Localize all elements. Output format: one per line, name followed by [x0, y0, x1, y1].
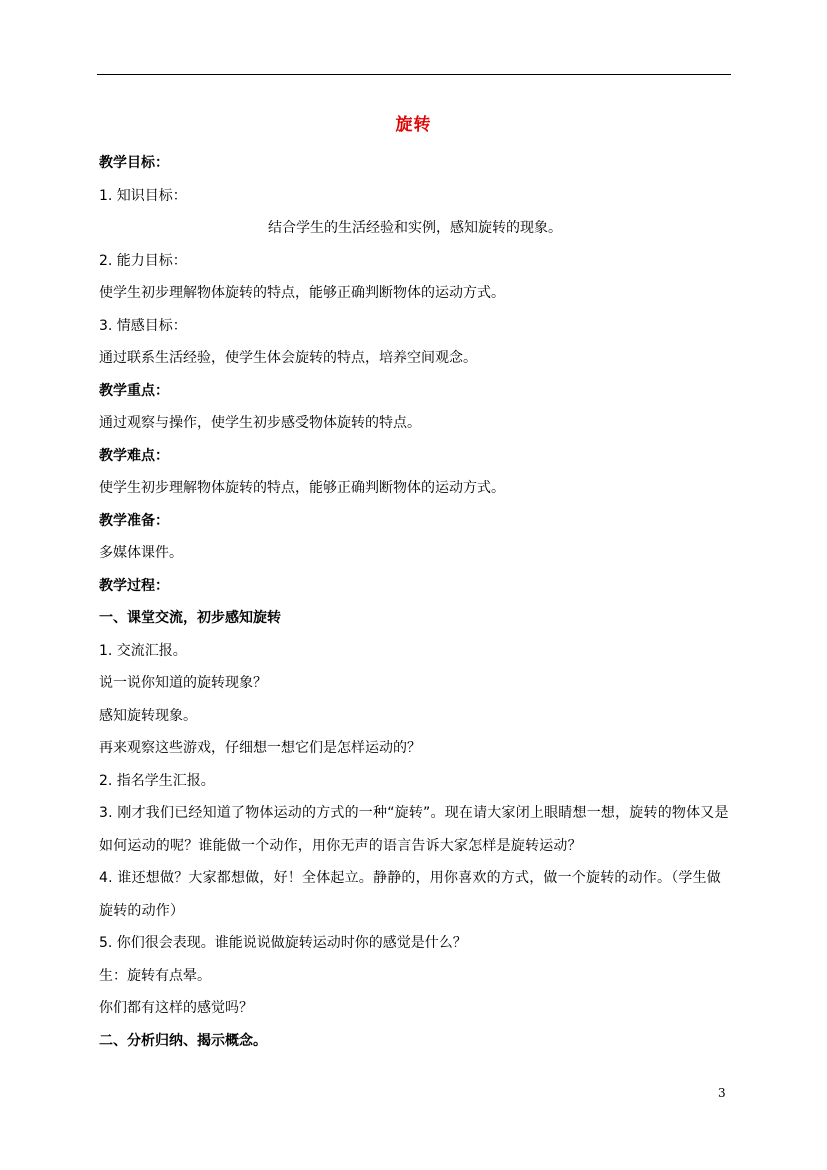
document-title: 旋转	[395, 115, 432, 135]
key-point-text: 通过观察与操作，使学生初步感受物体旋转的特点。	[99, 415, 421, 431]
objectives-heading: 教学目标：	[99, 155, 169, 171]
step5: 5. 你们很会表现。谁能说说做旋转运动时你的感觉是什么？	[99, 935, 467, 951]
page-number: 3	[718, 1086, 726, 1100]
step4: 4. 谁还想做？大家都想做，好！全体起立。静静的，用你喜欢的方式，做一个旋转的动作。（学生做旋转的动作）	[99, 870, 722, 919]
process-heading: 教学过程：	[99, 577, 169, 594]
emotion-text: 通过联系生活经验，使学生体会旋转的特点，培养空间观念。	[99, 350, 477, 366]
ability-text: 使学生初步理解物体旋转的特点，能够正确判断物体的运动方式。	[99, 285, 505, 301]
step1-perceive: 感知旋转现象。	[99, 707, 197, 724]
knowledge-text: 结合学生的生活经验和实例，感知旋转的现象。	[268, 220, 562, 236]
step2: 2. 指名学生汇报。	[99, 772, 215, 789]
preparation-heading: 教学准备：	[99, 512, 169, 529]
document-body	[99, 147, 731, 1057]
emotion-label: 3. 情感目标：	[99, 317, 187, 334]
follow-up-question: 你们都有这样的感觉吗？	[99, 1000, 253, 1016]
difficulty-text: 使学生初步理解物体旋转的特点，能够正确判断物体的运动方式。	[99, 480, 505, 496]
header-rule	[97, 74, 731, 75]
key-point-heading: 教学重点：	[99, 382, 169, 399]
ability-label: 2. 能力目标：	[99, 252, 187, 269]
difficulty-heading: 教学难点：	[99, 447, 169, 464]
step1-observe: 再来观察这些游戏，仔细想一想它们是怎样运动的？	[99, 740, 421, 756]
section1-heading: 一、课堂交流，初步感知旋转	[99, 610, 281, 626]
step3: 3. 刚才我们已经知道了物体运动的方式的一种“旋转”。现在请大家闭上眼睛想一想，旋转的物体又是如何运动的呢？谁能做一个动作，用你无声的语言告诉大家怎样是旋转运动？	[99, 805, 729, 854]
student-answer: 生：旋转有点晕。	[99, 967, 211, 984]
preparation-text: 多媒体课件。	[99, 545, 183, 561]
knowledge-label: 1. 知识目标：	[99, 187, 187, 204]
section2-heading: 二、分析归纳、揭示概念。	[99, 1032, 267, 1049]
step1: 1. 交流汇报。	[99, 642, 187, 659]
step1-question: 说一说你知道的旋转现象？	[99, 675, 267, 691]
